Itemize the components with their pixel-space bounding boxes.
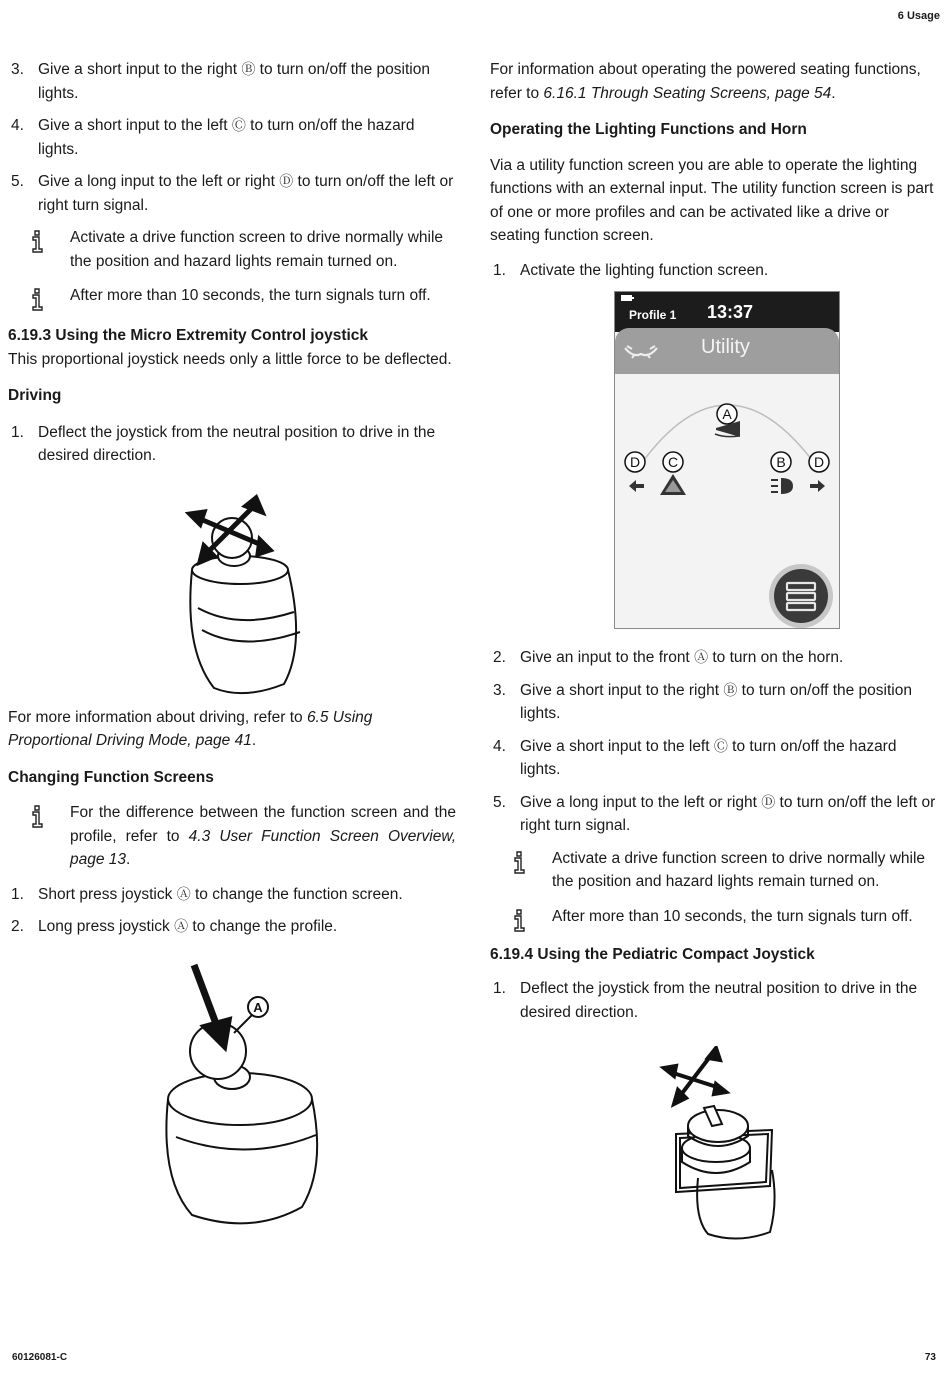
step-number: 4.: [11, 117, 24, 134]
list-item: [8, 170, 456, 217]
more-info-paragraph: For more information about driving, refer to 6.5 Using Proportional Driving Mode, page 41.: [8, 708, 373, 749]
step-text: Give an input to the front Ⓐ to turn on the horn.: [520, 649, 844, 666]
list-item: [490, 791, 940, 838]
joystick-deflect-figure: [8, 492, 456, 700]
step-number: 1.: [493, 980, 506, 997]
utility-icon: [623, 342, 659, 360]
right-arrow-icon: [810, 480, 825, 492]
step-text: Long press joystick Ⓐ to change the profile.: [38, 918, 338, 935]
step-text: Short press joystick Ⓐ to change the function screen.: [38, 885, 403, 903]
info-note: [8, 284, 456, 310]
hazard-icon: [660, 474, 686, 495]
list-item: [490, 977, 940, 1024]
screen-label-d-left: D: [629, 454, 641, 470]
doc-id: 60126081-C: [12, 1352, 68, 1363]
screen-label-a: A: [722, 406, 732, 422]
section-heading: 6.19.3 Using the Micro Extremity Control joystick: [8, 327, 369, 344]
step-text: Give a short input to the left Ⓒ to turn on/off the hazard lights.: [38, 117, 415, 158]
list-item: [490, 259, 940, 283]
step-text: Give a short input to the right Ⓑ to turn on/off the position lights.: [38, 61, 430, 102]
info-note: [490, 847, 940, 894]
step-text: Deflect the joystick from the neutral position to drive in the desired direction.: [38, 423, 436, 464]
screen-label-c: C: [667, 454, 679, 470]
note-text: After more than 10 seconds, the turn signals turn off.: [70, 287, 431, 304]
step-number: 2.: [11, 918, 24, 935]
info-icon: [490, 847, 552, 873]
note-text: Activate a drive function screen to drive normally while the position and hazard lights remain turned on.: [70, 229, 444, 270]
lighting-intro: Via a utility function screen you are able to operate the lighting functions with an external input. The utility function screen is part of one or more profiles and can be activated like a drive or seating function screen.: [490, 156, 934, 244]
step-number: 5.: [11, 173, 24, 190]
step-text: Give a short input to the left Ⓒ to turn on/off the hazard lights.: [520, 737, 897, 778]
lighting-heading: Operating the Lighting Functions and Horn: [490, 121, 807, 138]
joystick-press-figure: [8, 961, 456, 1229]
changing-screens-heading: Changing Function Screens: [8, 768, 214, 786]
pediatric-heading: 6.19.4 Using the Pediatric Compact Joystick: [490, 945, 815, 963]
profile-label: Profile 1: [629, 308, 677, 322]
page-number: 73: [924, 1352, 936, 1363]
step-number: 4.: [493, 737, 506, 755]
status-bar: [615, 292, 839, 332]
info-note: [490, 905, 940, 931]
info-note: [8, 226, 456, 273]
list-item: [8, 58, 456, 105]
battery-icon: [621, 294, 635, 302]
step-number: 1.: [11, 885, 24, 903]
step-number: 2.: [493, 649, 506, 666]
list-item: [490, 679, 940, 726]
list-item: [490, 646, 940, 670]
driving-heading: Driving: [8, 387, 62, 404]
right-column: [490, 58, 940, 1242]
info-icon: [8, 801, 70, 827]
list-item: [8, 421, 456, 468]
info-note: [8, 801, 456, 872]
left-arrow-icon: [629, 480, 644, 492]
step-number: 3.: [11, 61, 24, 78]
section-intro: This proportional joystick needs only a little force to be deflected.: [8, 350, 452, 368]
list-item: [8, 915, 456, 939]
horn-icon: [715, 404, 740, 437]
step-text: Give a short input to the right Ⓑ to turn on/off the position lights.: [520, 681, 912, 722]
seating-info-paragraph: For information about operating the powered seating functions, refer to 6.16.1 Through Seating Screens, page 54.: [490, 61, 921, 102]
info-icon: [8, 284, 70, 310]
step-text: Give a long input to the left or right Ⓓ to turn on/off the left or right turn signal.: [38, 173, 454, 214]
list-item: [8, 883, 456, 907]
screen-tab: [615, 328, 839, 374]
screen-label-d-right: D: [813, 454, 825, 470]
clock-time: 13:37: [707, 302, 754, 322]
note-text: For the difference between the function screen and the profile, refer to 4.3 User Function Screen Overview, page 13.: [70, 804, 457, 868]
step-text: Give a long input to the left or right Ⓓ to turn on/off the left or right turn signal.: [520, 793, 936, 834]
note-text: Activate a drive function screen to drive normally while the position and hazard lights remain turned on.: [552, 849, 926, 890]
list-item: [490, 735, 940, 782]
header-section-label: 6 Usage: [897, 10, 940, 22]
screen-label-b: B: [776, 454, 786, 470]
position-lights-icon: [771, 478, 793, 494]
utility-screen: [614, 291, 840, 629]
callout-label: A: [253, 999, 263, 1015]
screen-title: Utility: [701, 336, 750, 358]
left-column: [8, 58, 456, 1229]
list-item: [8, 114, 456, 161]
step-text: Deflect the joystick from the neutral position to drive in the desired direction.: [520, 980, 918, 1021]
note-text: After more than 10 seconds, the turn signals turn off.: [552, 907, 913, 925]
pediatric-joystick-figure: [490, 1046, 940, 1242]
step-number: 3.: [493, 681, 506, 699]
step-number: 1.: [493, 261, 506, 279]
info-icon: [490, 905, 552, 931]
info-icon: [8, 226, 70, 252]
step-text: Activate the lighting function screen.: [520, 261, 769, 279]
step-number: 1.: [11, 423, 24, 441]
menu-button[interactable]: [767, 562, 833, 628]
step-number: 5.: [493, 793, 506, 811]
